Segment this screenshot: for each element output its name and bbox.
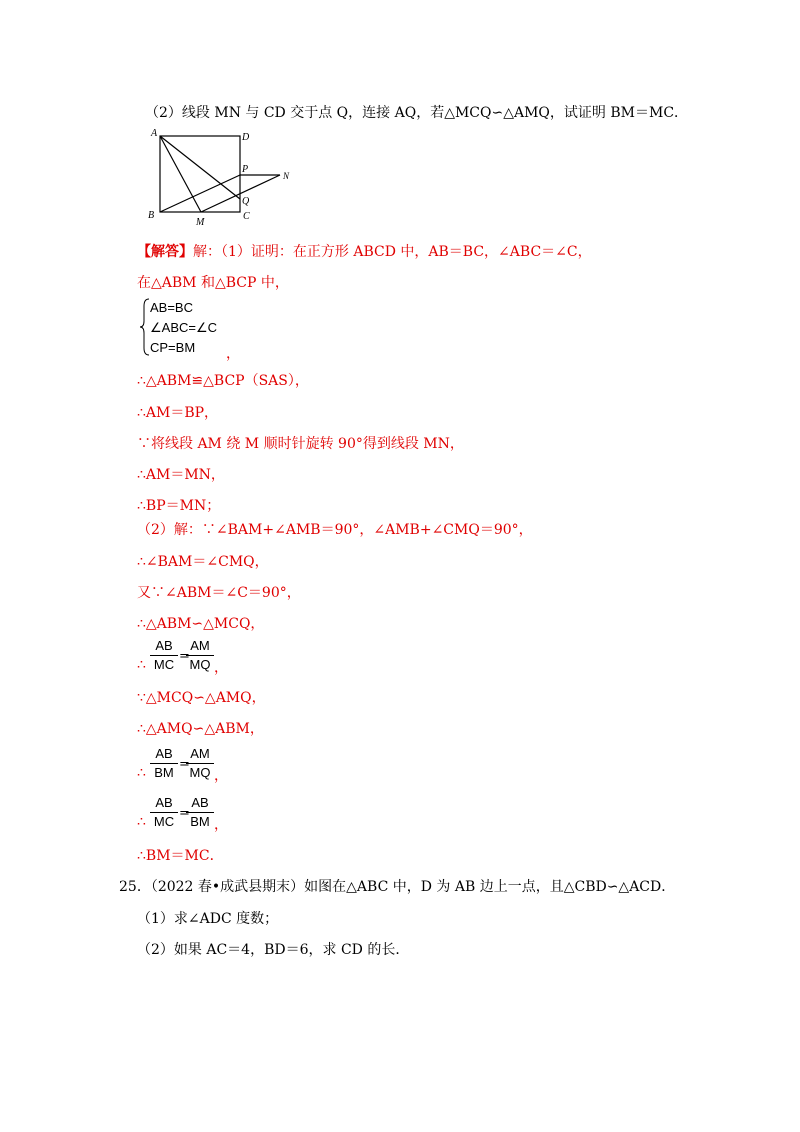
- label-c: C: [243, 211, 250, 222]
- answer-line-2: 在△ABM 和△BCP 中，: [137, 275, 289, 291]
- fraction-2-right-num: AM: [190, 746, 210, 761]
- fraction-1-comma: ，: [214, 660, 228, 676]
- label-m: M: [196, 217, 205, 228]
- fraction-2-right: [186, 746, 214, 781]
- question-2: （2）线段 MN 与 CD 交于点 Q，连接 AQ，若△MCQ∽△AMQ，试证明 BM＝MC．: [145, 105, 689, 121]
- system-row-3: CP=BM: [150, 340, 196, 355]
- segment-am: [160, 136, 201, 212]
- question-25-part-2: （2）如果 AC＝4，BD＝6，求 CD 的长．: [137, 942, 410, 958]
- fraction-3-comma: ，: [214, 817, 228, 833]
- answer-line-14: ∴BM＝MC．: [137, 848, 224, 864]
- answer-tag: 【解答】: [137, 244, 193, 260]
- label-b: B: [148, 210, 155, 221]
- square-abcd: [160, 136, 240, 212]
- fraction-3-right-den: BM: [190, 814, 210, 829]
- answer-line-13: ∴△AMQ∽△ABM，: [137, 721, 264, 737]
- fraction-2-therefore: ∴: [137, 765, 146, 781]
- fraction-1-right-num: AM: [190, 638, 210, 653]
- fraction-2-right-den: MQ: [189, 765, 211, 780]
- fraction-3-left: [150, 795, 178, 830]
- answer-line-11: ∴△ABM∽△MCQ，: [137, 616, 265, 632]
- fraction-1-right: [186, 638, 214, 673]
- segment-bp: [160, 175, 240, 212]
- fraction-1-left-num: AB: [155, 638, 173, 653]
- question-25-part-1: （1）求∠ADC 度数；: [137, 911, 279, 927]
- fraction-2-comma: ，: [214, 768, 228, 784]
- label-n: N: [283, 171, 290, 181]
- fraction-3-right: [186, 795, 214, 830]
- answer-line-5: ∵将线段 AM 绕 M 顺时针旋转 90°得到线段 MN，: [137, 436, 464, 452]
- label-d: D: [242, 132, 250, 143]
- answer-line-4: ∴AM＝BP，: [137, 405, 219, 421]
- fraction-1-equals: =: [179, 649, 190, 664]
- answer-line-12: ∵△MCQ∽△AMQ，: [137, 690, 266, 706]
- label-q: Q: [242, 196, 250, 207]
- fraction-2-equals: =: [179, 757, 190, 772]
- answer-line-1: [137, 243, 592, 261]
- fraction-3-therefore: ∴: [137, 814, 146, 830]
- system-brace: [140, 298, 150, 356]
- system-comma: ，: [226, 346, 240, 362]
- question-25-stem: 25．（2022 春•成武县期末）如图在△ABC 中，D 为 AB 边上一点，且△CBD∽△ACD．: [119, 879, 676, 895]
- square-figure: [145, 127, 290, 228]
- answer-text-1: 解：（1）证明：在正方形 ABCD 中，AB＝BC，∠ABC＝∠C，: [193, 244, 592, 260]
- fraction-1-therefore: ∴: [137, 657, 146, 673]
- label-a: A: [151, 128, 158, 139]
- fraction-3-left-den: MC: [153, 814, 175, 829]
- system-row-1: AB=BC: [150, 300, 193, 315]
- answer-line-8: （2）解：∵∠BAM+∠AMB＝90°，∠AMB+∠CMQ＝90°，: [137, 522, 533, 538]
- fraction-3-equals: =: [179, 806, 190, 821]
- fraction-2-left: [150, 746, 178, 781]
- answer-line-6: ∴AM＝MN，: [137, 467, 225, 483]
- answer-line-10: 又∵∠ABM＝∠C＝90°，: [137, 585, 301, 601]
- answer-line-7: ∴BP＝MN；: [137, 498, 221, 514]
- fraction-2-left-den: BM: [154, 765, 174, 780]
- fraction-3-left-num: AB: [155, 795, 173, 810]
- system-row-2: ∠ABC=∠C: [150, 320, 218, 335]
- fraction-1-left: [150, 638, 178, 673]
- fraction-3-right-num: AB: [191, 795, 209, 810]
- segment-aq: [160, 136, 240, 199]
- fraction-1-right-den: MQ: [189, 657, 211, 672]
- answer-line-3: ∴△ABM≌△BCP（SAS），: [137, 373, 309, 389]
- label-p: P: [242, 164, 249, 175]
- fraction-1-left-den: MC: [153, 657, 175, 672]
- fraction-2-left-num: AB: [155, 746, 173, 761]
- answer-line-9: ∴∠BAM＝∠CMQ，: [137, 554, 269, 570]
